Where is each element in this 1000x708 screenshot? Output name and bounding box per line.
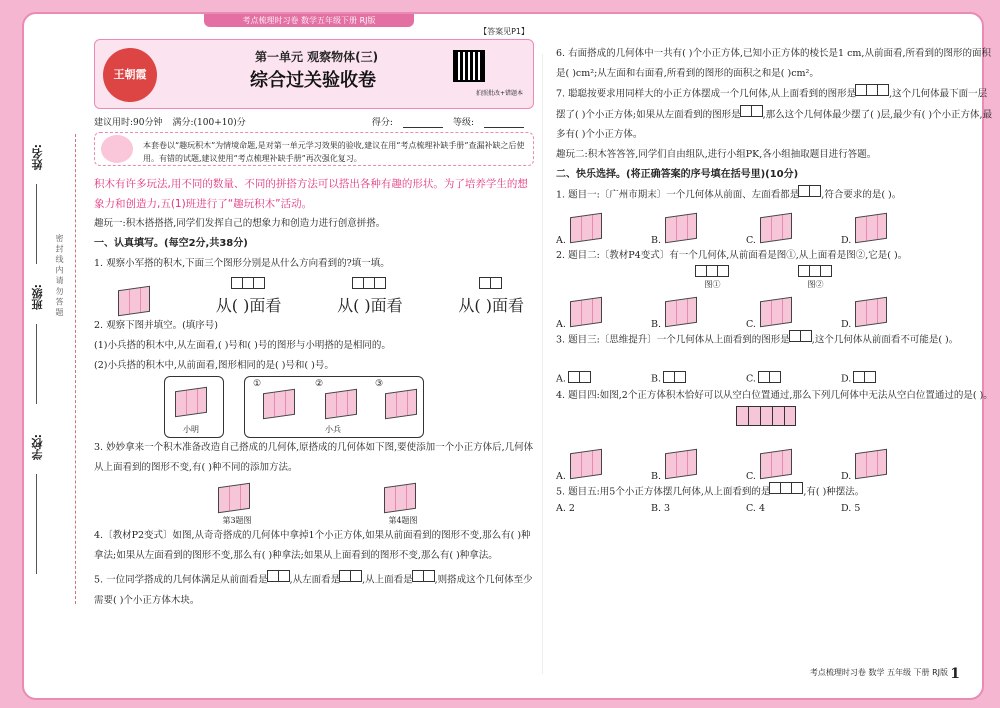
choice-3-option-d[interactable]: D.	[841, 372, 936, 386]
question-2b: (2)小兵搭的积木中,从前面看,图形相同的是( )号和( )号。	[94, 360, 334, 371]
seal-notice: 密 封 线 内 请 勿 答 题	[55, 234, 64, 316]
qr-code[interactable]	[453, 50, 485, 82]
header-box	[94, 27, 534, 109]
choice-1-option-b[interactable]: B.	[651, 209, 746, 246]
question-2a: (1)小兵搭的积木中,从左面看,( )号和( )号的图形与小明搭的是相同的。	[94, 340, 391, 351]
question-6: 6. 右面搭成的几何体中一共有( )个小正方体,已知小正方体的棱长是1 cm,从前面看,所看到的图形的面积是( )cm²;从左面和右面看,所看到的图形的面积之和是( )cm²。	[556, 48, 991, 79]
unit-title: 第一单元 观察物体(三)	[255, 50, 379, 64]
intro-text: 积木有许多玩法,用不同的数量、不同的拼搭方法可以搭出各种有趣的形状。为了培养学生的想象力和创造力,五(1)班进行了“趣玩积木”活动。	[94, 178, 528, 210]
choice-1-option-a[interactable]: A.	[556, 209, 651, 246]
class-label: 班级:	[31, 284, 44, 311]
choice-4-option-b[interactable]: B.	[651, 445, 746, 482]
section-one-heading: 一、认真填写。(每空2分,共38分)	[94, 238, 248, 249]
choice-5-option-b[interactable]: B. 3	[651, 502, 671, 514]
choice-2-option-a[interactable]: A.	[556, 293, 651, 330]
choice-4-options	[556, 438, 996, 482]
top-banner: 考点梳理时习卷 数学五年级下册 RJ版	[204, 14, 414, 27]
q34-figures: 第3题图 第4题图	[214, 478, 534, 526]
q1-solid-figure	[114, 282, 160, 316]
full-score-label: 满分:(100+10)分	[172, 118, 246, 128]
choice-3-options	[556, 350, 996, 386]
fun-two-text: 趣玩二:积木答答答,同学们自由组队,进行小组PK,各小组抽取题目进行答题。	[556, 149, 877, 160]
choice-5-options	[556, 503, 996, 514]
question-7: 7. 聪聪按要求用同样大的小正方体摆成一个几何体,从上面看到的图形是 ,这个几何体最下面一层摆了( )个小正方体;如果从左面看到的图形是 ,那么这个几何体最少摆了( )层,最少有( )个小正方体,最多有( )个小正方体。	[556, 84, 996, 145]
exam-meta	[94, 115, 534, 128]
class-line	[36, 324, 37, 404]
choice-3-option-c[interactable]: C.	[746, 372, 841, 386]
q1-view-1: 从( )面看	[216, 273, 282, 316]
student-info-sidebar	[24, 134, 76, 604]
xiaoming-figure-box: 小明	[164, 376, 224, 438]
question-3: 3. 妙妙拿来一个积木准备改造自己搭成的几何体,原搭成的几何体如下图,要使添加一个小正方体后,几何体从上面看到的图形不变,有( )种不同的添加方法。	[94, 442, 534, 473]
school-line	[36, 474, 37, 574]
choice-2-figures: 图① 图②	[696, 266, 996, 290]
choice-2-option-c[interactable]: C.	[746, 293, 841, 330]
choice-1-options	[556, 206, 996, 246]
page-footer: 考点梳理时习卷 数学 五年级 下册 RJ版	[809, 668, 948, 677]
fun-one-text: 趣玩一:积木搭搭搭,同学们发挥自己的想象力和创造力进行创意拼搭。	[94, 218, 386, 229]
choice-1-option-c[interactable]: C.	[746, 209, 841, 246]
qr-label: 拍照批改+错题本	[475, 90, 523, 97]
question-5: 5. 一位同学搭成的几何体满足从前面看是 ,从左面看是 ,从上面看是 ,则搭成这个几何体至少需要( )个小正方体木块。	[94, 570, 534, 611]
choice-2-option-d[interactable]: D.	[841, 293, 936, 330]
choice-1: 1. 题目一:〔广州市期末〕一个几何体从前面、左面看都是 ,符合要求的是( )。	[556, 185, 996, 206]
score-label: 得分:	[371, 118, 393, 128]
answer-tag: 【答案见P1】	[479, 27, 529, 36]
choice-2-options	[556, 290, 996, 330]
xiaobing-figure-box: ① ② ③ 小兵	[244, 376, 424, 438]
section-two-heading: 二、快乐选择。(将正确答案的序号填在括号里)(10分)	[556, 169, 799, 180]
q2-figures	[164, 376, 534, 438]
exam-title: 综合过关验收卷	[250, 70, 376, 91]
q1-view-3: 从( )面看	[458, 273, 524, 316]
choice-3-option-b[interactable]: B.	[651, 372, 746, 386]
school-label: 学校:	[31, 434, 44, 461]
choice-3: 3. 题目三:〔思维提升〕一个几何体从上面看到的图形是 ,这个几何体从前面看不可能是( )。	[556, 330, 996, 351]
brand-logo: 王朝霞	[103, 48, 157, 102]
page-frame	[22, 12, 993, 700]
cartoon-girl-icon	[101, 135, 133, 163]
right-column	[556, 44, 996, 514]
choice-4-option-a[interactable]: A.	[556, 445, 651, 482]
name-label: 姓名:	[31, 144, 44, 171]
choice-4-option-c[interactable]: C.	[746, 445, 841, 482]
left-column	[94, 27, 534, 611]
q1-figures	[94, 274, 534, 316]
level-label: 等级:	[452, 118, 474, 128]
choice-4: 4. 题目四:如图,2个正方体积木恰好可以从空白位置通过,那么下列几何体中无法从空白位置通过的是( )。	[556, 390, 993, 401]
choice-2: 2. 题目二:〔教材P4变式〕有一个几何体,从前面看是图①,从上面看是图②,它是( )。	[556, 249, 908, 261]
name-line	[36, 184, 37, 264]
choice-5-option-d[interactable]: D. 5	[841, 502, 861, 514]
usage-note: 本套卷以“趣玩积木”为情境命题,是对第一单元学习效果的验收,建议在用“考点梳理补缺手册”查漏补缺之后使用。有错的试题,建议使用“考点梳理补缺手册”再次强化复习。	[94, 132, 534, 166]
choice-4-option-d[interactable]: D.	[841, 445, 936, 482]
q1-view-2: 从( )面看	[337, 273, 403, 316]
choice-4-wall-figure	[736, 406, 996, 438]
question-2: 2. 观察下图并填空。(填序号)	[94, 320, 218, 331]
page-number: 1	[950, 666, 960, 682]
choice-5-option-a[interactable]: A. 2	[556, 502, 575, 514]
choice-3-option-a[interactable]: A.	[556, 372, 651, 386]
choice-5: 5. 题目五:用5个小正方体摆几何体,从上面看到的是 ,有( )种摆法。	[556, 482, 996, 503]
question-4: 4.〔教材P2变式〕如图,从奇奇搭成的几何体中拿掉1个小正方体,如果从前面看到的图形不变,那么有( )种拿法;如果从左面看到的图形不变,那么有( )种拿法;如果从上面看到的图形不变,那么有( )种拿法。	[94, 530, 531, 561]
column-divider	[542, 54, 543, 674]
level-field[interactable]	[484, 115, 524, 128]
question-1: 1. 观察小军搭的积木,下面三个图形分别是从什么方向看到的?填一填。	[94, 258, 390, 269]
score-field[interactable]	[403, 115, 443, 128]
choice-1-option-d[interactable]: D.	[841, 209, 936, 246]
choice-2-option-b[interactable]: B.	[651, 293, 746, 330]
time-label: 建议用时:90分钟	[94, 118, 163, 128]
choice-5-option-c[interactable]: C. 4	[746, 502, 766, 514]
